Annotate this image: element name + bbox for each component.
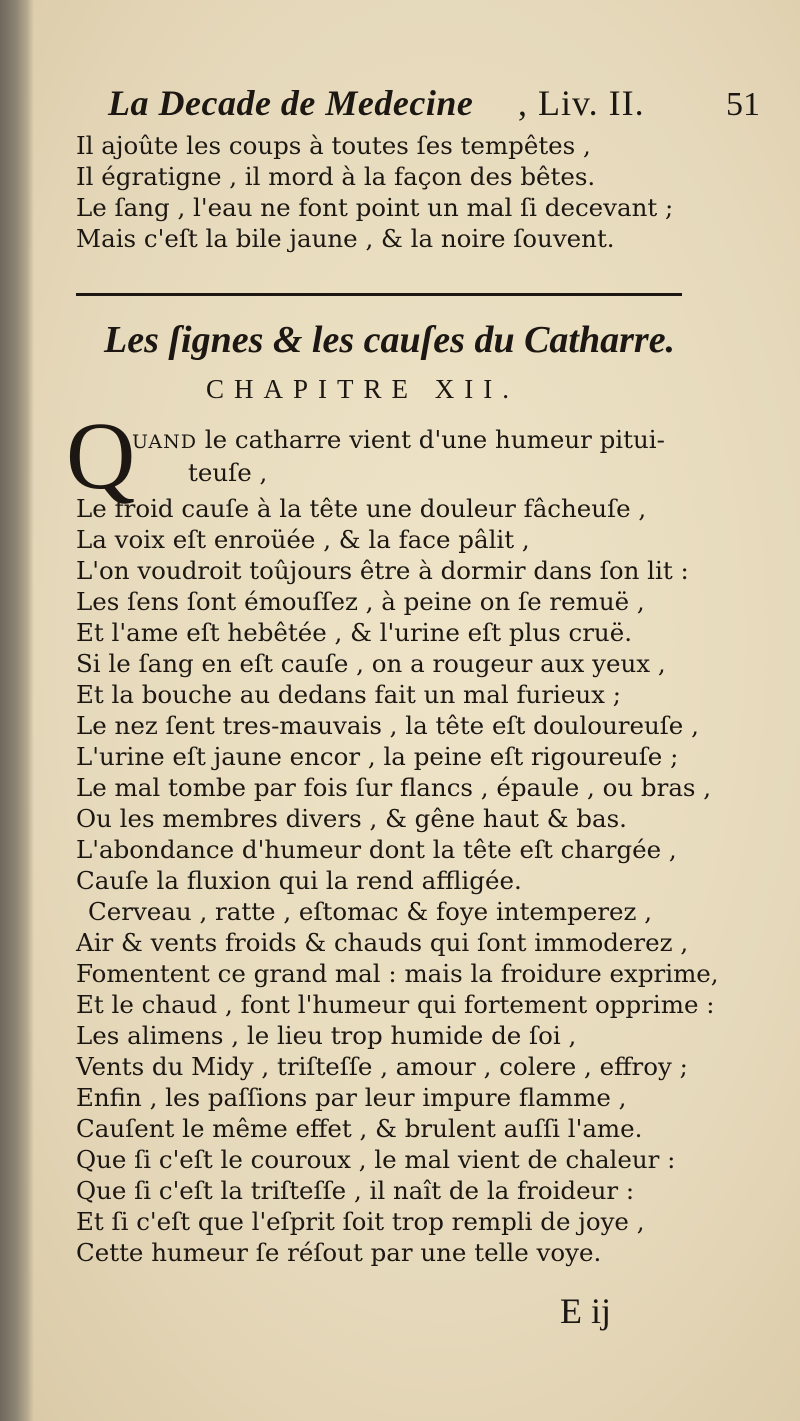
book-reference: , Liv. II.	[518, 83, 645, 123]
verse-line: L'abondance d'humeur dont la tête eſt chargée ,	[76, 835, 677, 864]
verse-line: Vents du Midy , triſteſſe , amour , colere , effroy ;	[76, 1052, 688, 1081]
verse-line: Que ſi c'eſt le couroux , le mal vient de chaleur :	[76, 1145, 676, 1174]
opening-line	[132, 425, 665, 454]
verse-line: Et l'ame eſt hebêtée , & l'urine eſt plus cruë.	[76, 618, 632, 647]
main-verse-block	[76, 493, 756, 1268]
verse-line: Le ſang , l'eau ne font point un mal ſi decevant ;	[76, 193, 674, 222]
verse-line: Et ſi c'eſt que l'eſprit ſoit trop rempli de joye ,	[76, 1207, 645, 1236]
section-title: Les ſignes & les cauſes du Catharre.	[104, 319, 676, 361]
verse-line: L'on voudroit toûjours être à dormir dans ſon lit :	[76, 556, 689, 585]
verse-line: Le nez ſent tres-mauvais , la tête eſt douloureuſe ,	[76, 711, 699, 740]
verse-line: Le mal tombe par fois ſur flancs , épaule , ou bras ,	[76, 773, 712, 802]
verse-line: Il ajoûte les coups à toutes ſes tempêtes ,	[76, 131, 591, 160]
chapter-heading: CHAPITRE XII.	[206, 374, 519, 404]
book-binding-edge	[0, 0, 34, 1421]
verse-line: Il égratigne , il mord à la façon des bêtes.	[76, 162, 596, 191]
verse-line: Cerveau , ratte , eſtomac & foye intemperez ,	[88, 897, 653, 926]
verse-line: Enfin , les paſſions par leur impure flamme ,	[76, 1083, 627, 1112]
verse-line: Les ſens ſont émouſſez , à peine on ſe remuë ,	[76, 587, 645, 616]
verse-line: Cauſe la fluxion qui la rend affligée.	[76, 866, 522, 895]
verse-line: Le froid cauſe à la tête une douleur fâcheuſe ,	[76, 494, 647, 523]
top-verse-block	[76, 130, 756, 254]
opening-continuation: teuſe ,	[188, 458, 268, 487]
verse-line: Air & vents froids & chauds qui ſont immoderez ,	[76, 928, 689, 957]
opening-smallcaps: UAND	[132, 431, 198, 453]
verse-line: Fomentent ce grand mal : mais la froidure exprime,	[76, 959, 719, 988]
verse-line: Que ſi c'eſt la triſteſſe , il naît de la froideur :	[76, 1176, 635, 1205]
verse-line: La voix eſt enroüée , & la face pâlit ,	[76, 525, 530, 554]
verse-line: L'urine eſt jaune encor , la peine eſt rigoureuſe ;	[76, 742, 679, 771]
drop-capital: Q	[66, 402, 136, 509]
verse-line: Les alimens , le lieu trop humide de ſoi ,	[76, 1021, 577, 1050]
verse-line: Mais c'eſt la bile jaune , & la noire ſouvent.	[76, 224, 615, 253]
opening-line-text: le catharre vient d'une humeur pitui-	[197, 425, 665, 454]
verse-line: Et la bouche au dedans fait un mal furieux ;	[76, 680, 622, 709]
verse-line: Et le chaud , font l'humeur qui fortement opprime :	[76, 990, 715, 1019]
verse-line: Cette humeur ſe réſout par une telle voye.	[76, 1238, 602, 1267]
running-title: La Decade de Medecine	[108, 83, 474, 123]
verse-line: Cauſent le même effet , & brulent auſſi l'ame.	[76, 1114, 643, 1143]
page-header	[100, 82, 760, 132]
section-divider	[76, 293, 682, 296]
verse-line: Si le ſang en eſt cauſe , on a rougeur aux yeux ,	[76, 649, 666, 678]
signature-mark: E ij	[560, 1291, 611, 1331]
page-number: 51	[726, 86, 760, 123]
verse-line: Ou les membres divers , & gêne haut & bas.	[76, 804, 627, 833]
